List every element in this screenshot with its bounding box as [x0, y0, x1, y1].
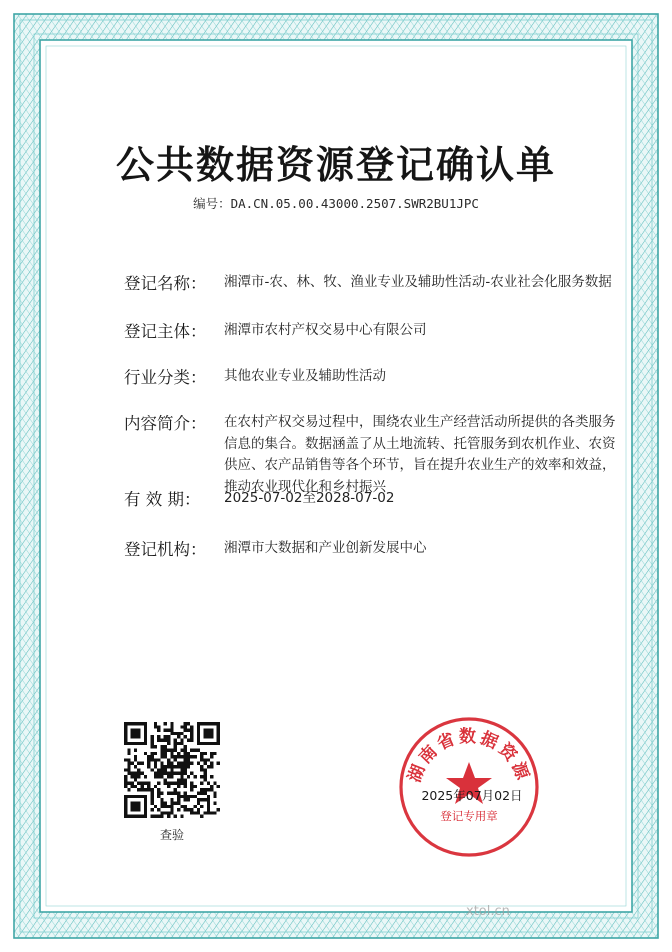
document-title: 公共数据资源登记确认单: [115, 143, 556, 187]
seal-arc-text: 湖南省数据资源: [404, 727, 534, 786]
field-label: 行业分类：: [124, 368, 207, 387]
field-value: 湘潭市-农、林、牧、渔业专业及辅助性活动-农业社会化服务数据: [224, 274, 612, 290]
field-value: 湘潭市农村产权交易中心有限公司: [224, 322, 427, 338]
field-value: 其他农业专业及辅助性活动: [224, 368, 386, 384]
verification-qr-code[interactable]: [124, 722, 220, 818]
field-label: 登记主体：: [124, 322, 207, 341]
field-value: 2025-07-02至2028-07-02: [224, 490, 395, 506]
serial-value: DA.CN.05.00.43000.2507.SWR2BU1JPC: [230, 196, 479, 211]
field-label: 有 效 期：: [124, 490, 201, 509]
serial-label: 编号：: [193, 196, 231, 211]
serial-number: [0, 194, 672, 212]
field-label: 登记机构：: [124, 540, 207, 559]
field-label: 内容简介：: [124, 414, 207, 433]
qr-caption: 查验: [159, 828, 184, 842]
field-label: 登记名称：: [124, 274, 207, 293]
field-value: 湘潭市大数据和产业创新发展中心: [224, 540, 427, 556]
field-value: 在农村产权交易过程中，围绕农业生产经营活动所提供的各类服务信息的集合。数据涵盖了从土地流转、托管服务到农机作业、农资供应、农产品销售等各个环节，旨在提升农业生产的效率和效益，推动农业现代化和乡村振兴: [224, 414, 616, 495]
site-watermark: xtol.cn: [466, 904, 510, 919]
seal-date: 2025年07月02日: [421, 788, 523, 803]
seal-bottom-text: 登记专用章: [440, 809, 498, 823]
